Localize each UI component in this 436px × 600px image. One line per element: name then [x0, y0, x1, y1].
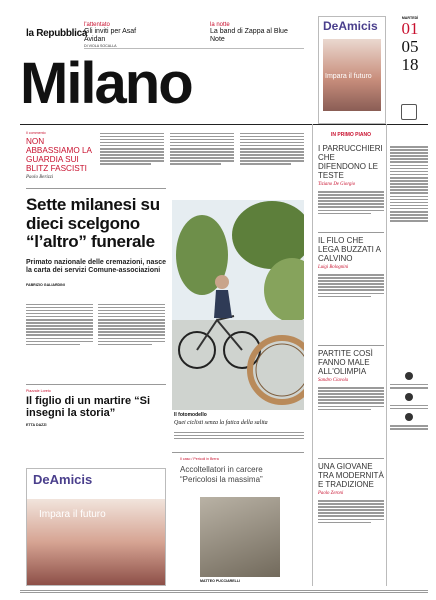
inside-photo	[200, 497, 280, 577]
rail-item-3-title: PARTITE COSÌ FANNO MALE ALL'OLIMPIA	[318, 349, 373, 376]
inside-box[interactable]	[172, 452, 304, 586]
lead-column-1	[26, 302, 93, 347]
rail-item-1-byline: Tiziano De Giorgio	[318, 182, 356, 187]
rail-item-2-title: IL FILO CHE LEGA BUZZATI A CALVINO	[318, 236, 381, 263]
brand-logo: la Repubblica	[26, 28, 88, 39]
rail-item-1[interactable]	[318, 144, 384, 216]
promo-1-byline: DI VIOLA SOCALLA	[84, 44, 117, 48]
deamicis-promo-tagline: Impara il futuro	[325, 73, 372, 80]
deamicis-ad-tagline: Impara il futuro	[39, 509, 106, 520]
second-headline: Il figlio di un martire “Si insegni la storia”	[26, 395, 151, 420]
lead-column-2	[98, 302, 165, 347]
promo-1-kicker: l'attentato	[84, 22, 110, 28]
index-column	[390, 104, 428, 431]
rail-header: IN PRIMO PIANO	[330, 132, 371, 138]
index-icon	[405, 413, 413, 421]
photo-caption-text	[174, 430, 304, 441]
inside-headline: Accoltellatori in carcere “Pericolosi la massima”	[180, 465, 263, 484]
index-icon	[405, 393, 413, 401]
deamicis-ad-brand: DeAmicis	[33, 472, 93, 487]
lead-headline: Sette milanesi su dieci scelgono “l’altro” funerale	[26, 195, 160, 251]
top-left-story[interactable]	[26, 131, 92, 180]
inside-byline: MATTEO PUCCIARELLI	[200, 579, 241, 583]
photo-caption: Quei ciclisti senza la fatica della salita	[174, 420, 268, 426]
lead-byline: FABRIZIO GALIARDINI	[26, 282, 65, 287]
rail-item-2[interactable]	[318, 236, 384, 299]
photo-label: Il fotomodello	[174, 412, 207, 418]
inside-kicker: Il caso / Pericoli in Brera	[180, 457, 219, 461]
deamicis-promo-brand: DeAmicis	[323, 19, 378, 33]
rail-item-4[interactable]	[318, 462, 384, 525]
date-month: 05	[401, 37, 419, 57]
deamicis-promo[interactable]	[318, 16, 386, 124]
top-left-headline: NON ABBASSIAMO LA GUARDIA SUI BLITZ FASCISTI	[26, 137, 92, 174]
promo-2[interactable]	[210, 22, 302, 44]
promo-2-title: La band di Zappa al Blue Note	[210, 28, 288, 43]
issue-date	[392, 16, 428, 74]
rail-item-4-title: UNA GIOVANE TRA MODERNITÀ E TRADIZIONE	[318, 462, 384, 489]
cyclist-photo[interactable]	[172, 200, 304, 410]
promo-1[interactable]	[84, 22, 156, 48]
index-icon	[405, 372, 413, 380]
rail-item-3[interactable]	[318, 349, 384, 412]
date-weekday: MARTEDÌ	[401, 16, 419, 20]
promo-2-kicker: la notte	[210, 22, 230, 28]
lead-subhead: Primato nazionale delle cremazioni, nasce la carta dei servizi Comune-associazioni	[26, 258, 167, 274]
promo-1-title: Gli inviti per Asaf Avidan	[84, 28, 137, 43]
building-icon	[401, 104, 417, 120]
footer-fine-print	[20, 592, 428, 595]
top-column-2	[170, 131, 234, 167]
deamicis-ad[interactable]	[26, 468, 166, 586]
second-story[interactable]	[26, 389, 166, 428]
rail-item-3-byline: Sandro Ciavola	[318, 378, 349, 383]
second-byline: ETTA DAZZI	[26, 423, 47, 428]
top-column-3	[240, 131, 304, 167]
second-kicker: Piazzale Loreto	[26, 389, 51, 393]
top-left-kicker: Il commento	[26, 131, 46, 135]
rail-item-2-byline: Luigi Bolognini	[318, 265, 349, 270]
lead-story[interactable]	[26, 196, 171, 287]
city-title: Milano	[20, 51, 192, 116]
date-day: 01	[401, 19, 419, 39]
date-year: 18	[401, 55, 419, 75]
cyclist-illustration	[172, 200, 304, 410]
top-column-1	[100, 131, 164, 167]
top-left-byline: Paolo Berizzi	[26, 175, 54, 181]
rail-item-4-byline: Paolo Zeroni	[318, 491, 344, 496]
rail-item-1-title: I PARRUCCHIERI CHE DIFENDONO LE TESTE	[318, 144, 383, 180]
